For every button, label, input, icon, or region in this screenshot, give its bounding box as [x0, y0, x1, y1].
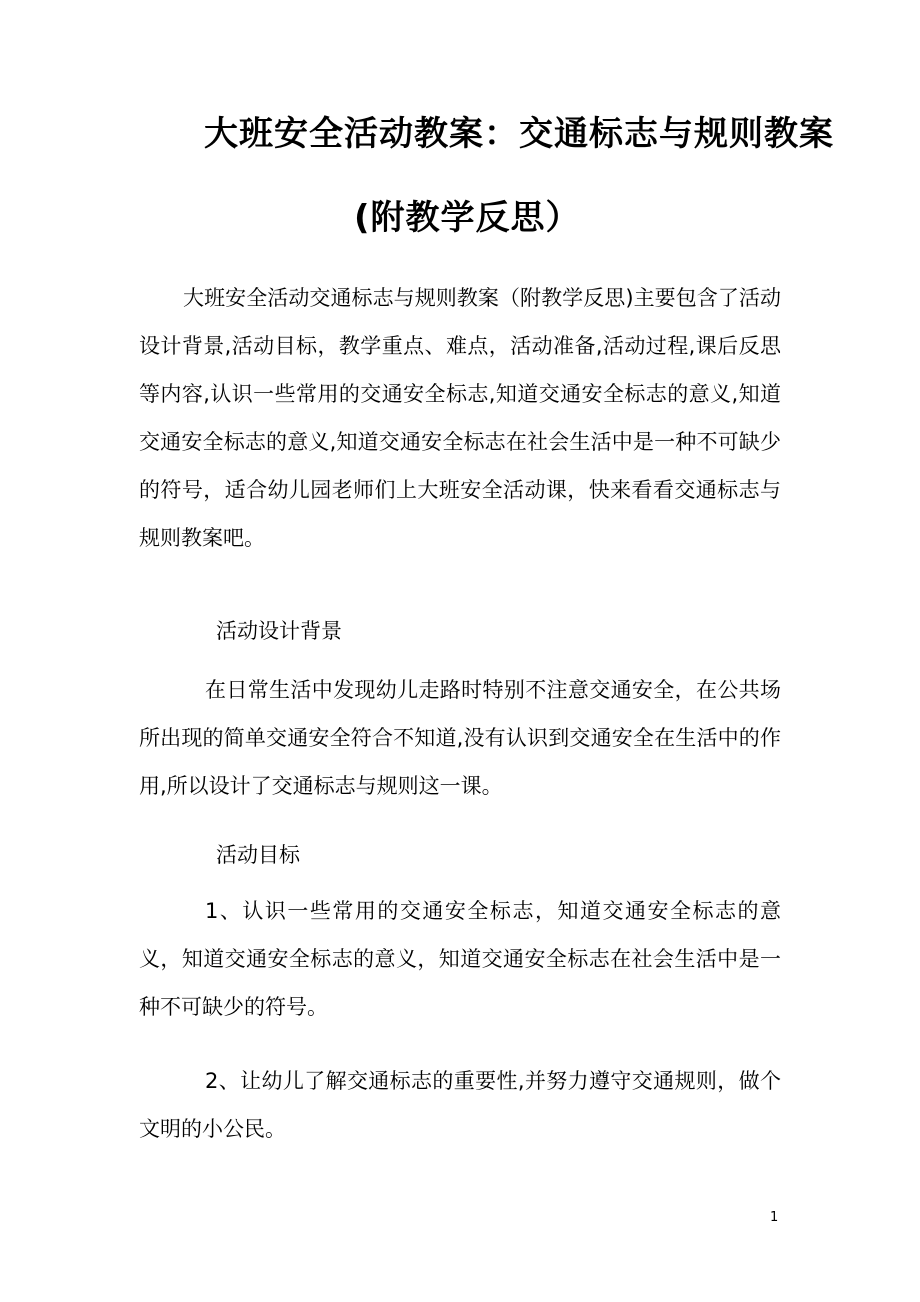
goal-item-2: 2、让幼儿了解交通标志的重要性,并努力遵守交通规则，做个文明的小公民。 — [139, 1069, 781, 1141]
goal-item-1: 1、认识一些常用的交通安全标志，知道交通安全标志的意义，知道交通安全标志的意义，知道交通安全标志在社会生活中是一种不可缺少的符号。 — [139, 899, 781, 1019]
document-title-line-2: (附教学反思） — [354, 198, 581, 238]
section-heading-goals: 活动目标 — [216, 843, 300, 867]
page-number: 1 — [770, 1210, 779, 1225]
section-heading-background: 活动设计背景 — [216, 619, 342, 643]
intro-paragraph: 大班安全活动交通标志与规则教案（附教学反思)主要包含了活动设计背景,活动目标，教学重点、难点，活动准备,活动过程,课后反思等内容,认识一些常用的交通安全标志,知道交通安全标志的意义,知道交通安全标志的意义,知道交通安全标志在社会生活中是一种不可缺少的符号，适合幼儿园老师们上大班安全活动课，快来看看交通标志与规则教案吧。 — [139, 286, 781, 550]
background-paragraph: 在日常生活中发现幼儿走路时特别不注意交通安全，在公共场所出现的简单交通安全符合不知道,没有认识到交通安全在生活中的作用,所以设计了交通标志与规则这一课。 — [139, 678, 781, 798]
document-title-line-1: 大班安全活动教案：交通标志与规则教案 — [204, 114, 834, 154]
